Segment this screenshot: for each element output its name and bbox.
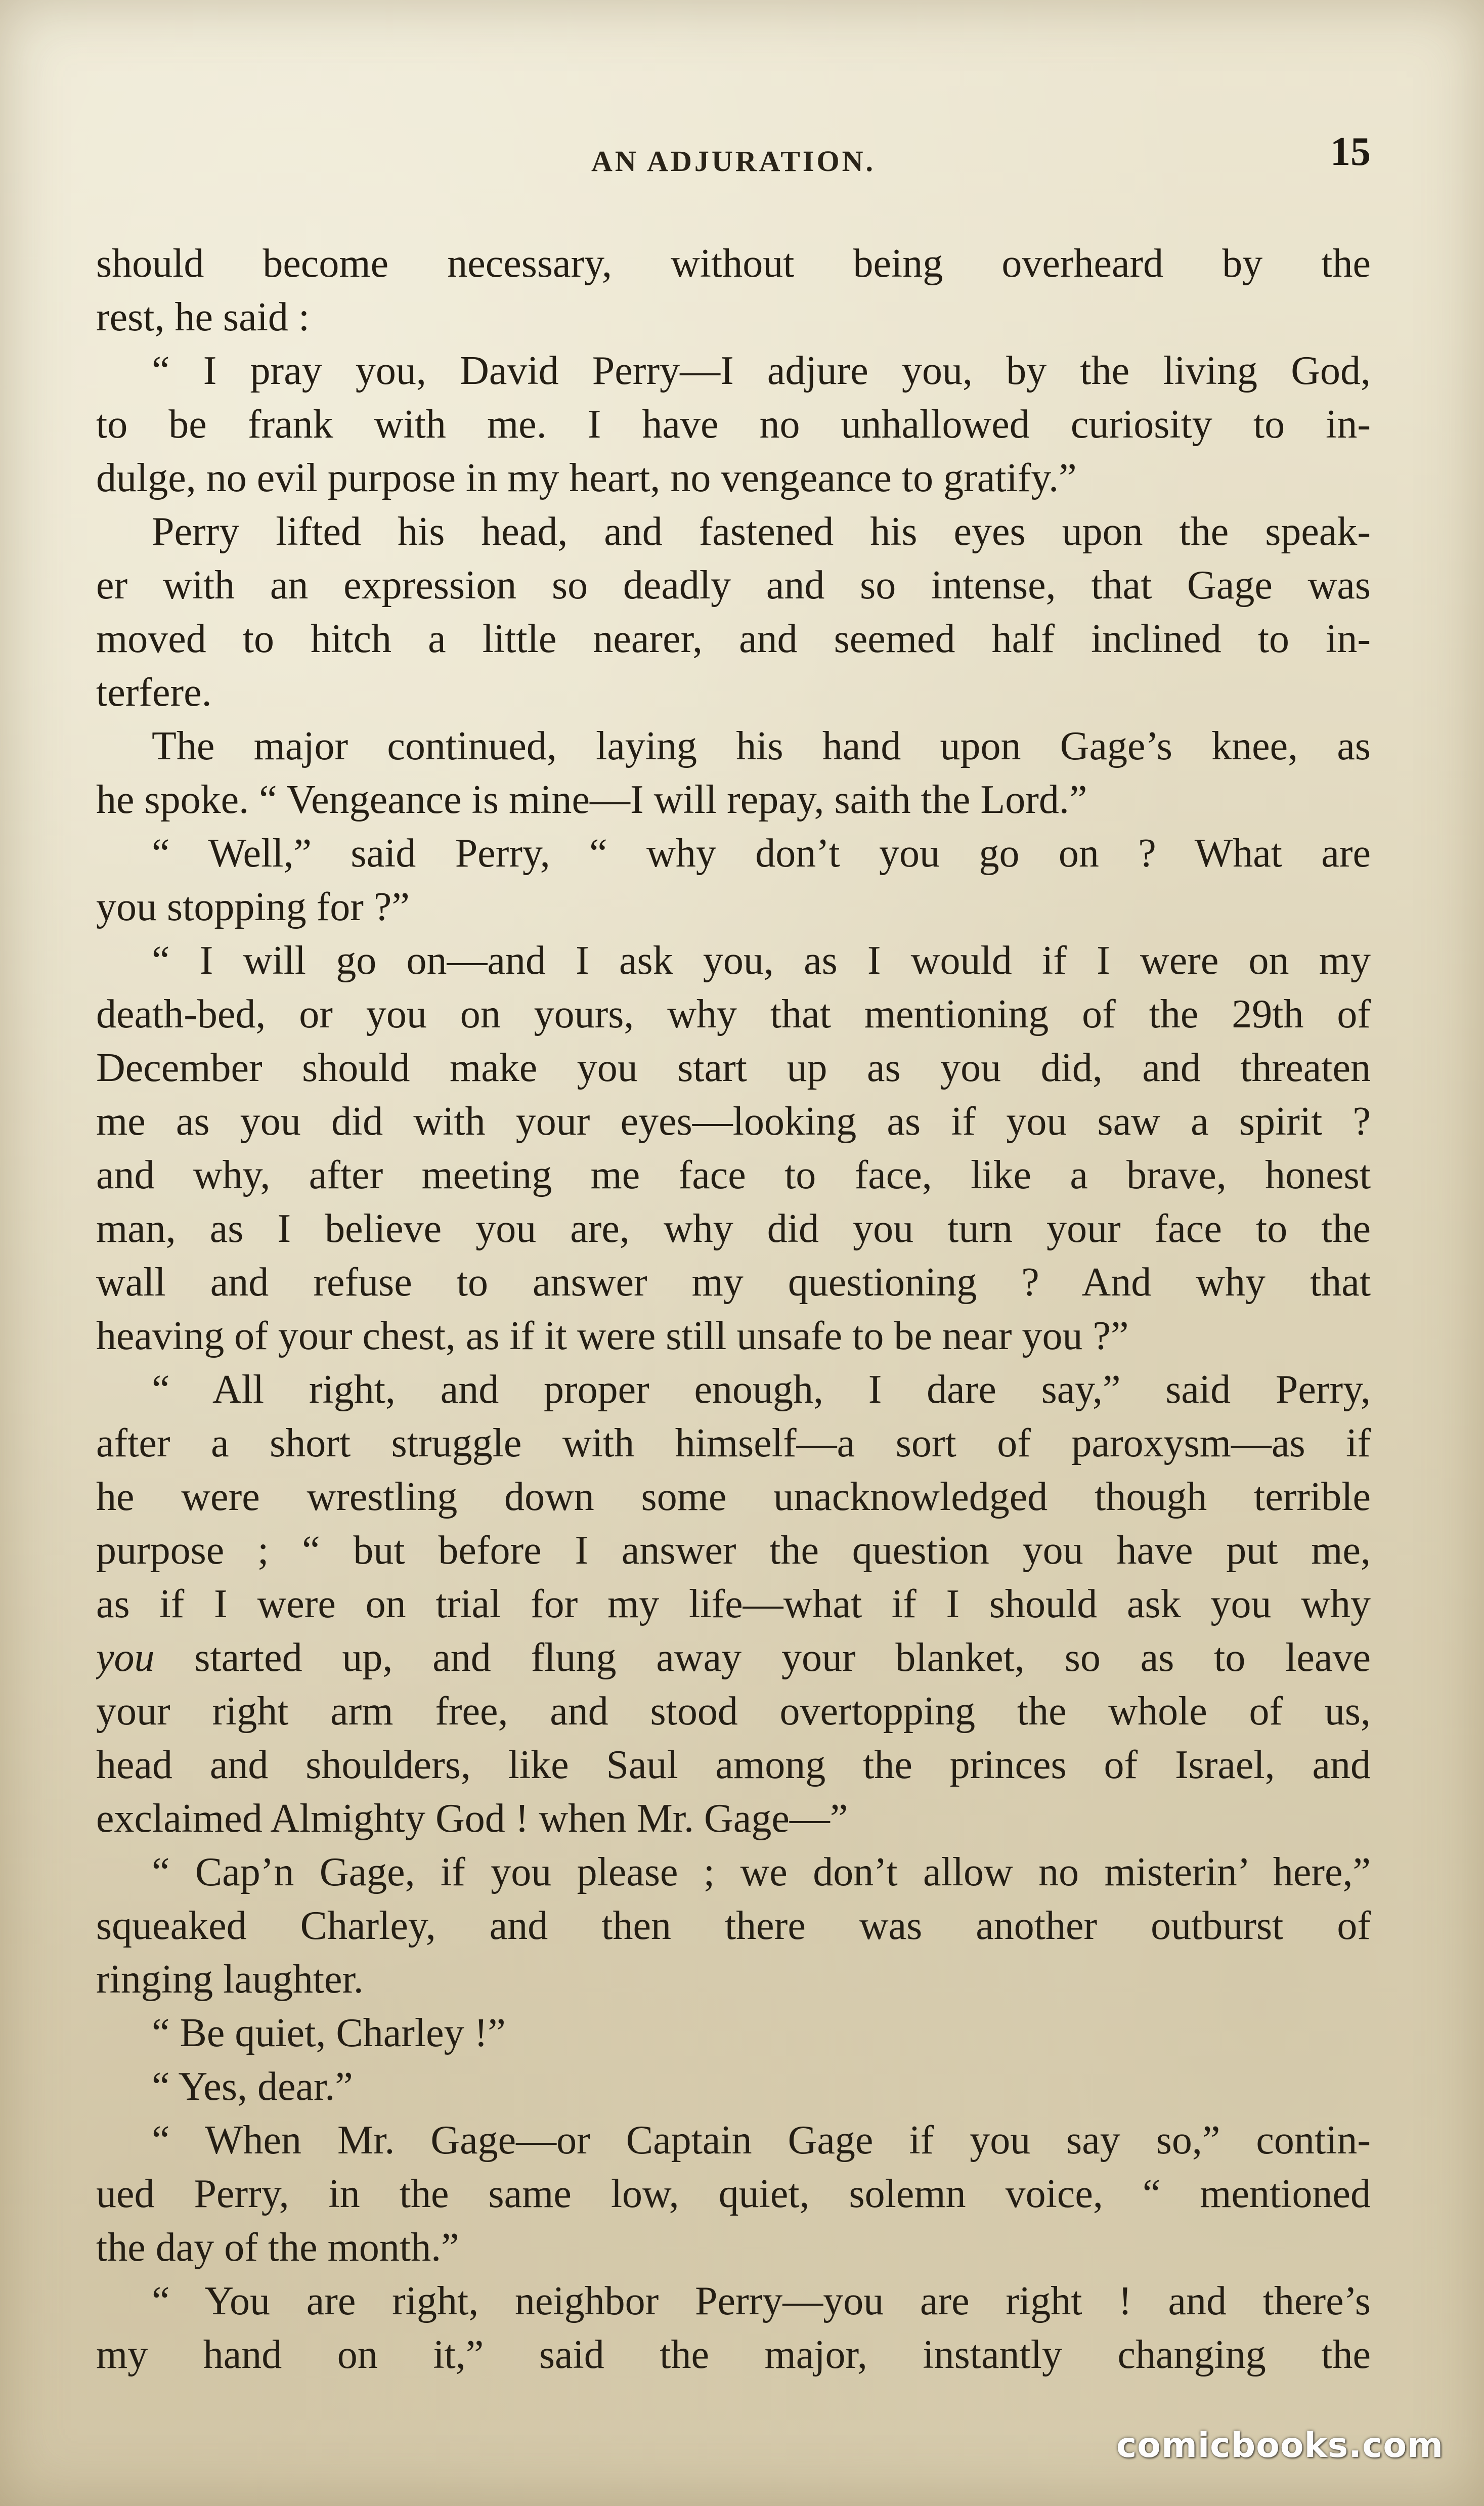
text-line: purpose ; “ but before I answer the question you have put me, bbox=[96, 1528, 1371, 1573]
text-line: you stopping for ?” bbox=[96, 885, 410, 929]
text-line: and why, after meeting me face to face, like a brave, honest bbox=[96, 1153, 1371, 1197]
text-line: squeaked Charley, and then there was another outburst of bbox=[96, 1904, 1371, 1948]
text-line: “ I will go on—and I ask you, as I would if I were on my bbox=[152, 938, 1371, 983]
text-line: rest, he said : bbox=[96, 295, 310, 339]
text-line: as if I were on trial for my life—what if I should ask you why bbox=[96, 1582, 1371, 1626]
text-line: death-bed, or you on yours, why that mentioning of the 29th of bbox=[96, 992, 1371, 1036]
text-line: my hand on it,” said the major, instantly changing the bbox=[96, 2332, 1371, 2377]
running-head: AN ADJURATION. bbox=[591, 145, 876, 178]
text-line: to be frank with me. I have no unhallowed curiosity to in- bbox=[96, 402, 1371, 447]
text-line: should become necessary, without being overheard by the bbox=[96, 241, 1371, 286]
text-line: “ Be quiet, Charley !” bbox=[152, 2011, 506, 2055]
text-line: er with an expression so deadly and so intense, that Gage was bbox=[96, 563, 1371, 608]
text-line: after a short struggle with himself—a sort of paroxysm—as if bbox=[96, 1421, 1371, 1465]
text-line: your right arm free, and stood overtopping the whole of us, bbox=[96, 1689, 1371, 1734]
text-line: The major continued, laying his hand upon Gage’s knee, as bbox=[152, 724, 1371, 768]
text-line: wall and refuse to answer my questioning ? And why that bbox=[96, 1260, 1371, 1305]
text-line: heaving of your chest, as if it were still unsafe to be near you ?” bbox=[96, 1314, 1129, 1358]
text-line: December should make you start up as you did, and threaten bbox=[96, 1046, 1371, 1090]
page-number: 15 bbox=[1330, 129, 1371, 174]
text-line: you started up, and flung away your blanket, so as to leave bbox=[96, 1635, 1371, 1680]
text-line: “ I pray you, David Perry—I adjure you, by the living God, bbox=[152, 349, 1371, 393]
text-line: head and shoulders, like Saul among the princes of Israel, and bbox=[96, 1743, 1371, 1787]
watermark: comicbooks.com bbox=[1116, 2426, 1444, 2466]
text-line: “ Well,” said Perry, “ why don’t you go on ? What are bbox=[152, 831, 1371, 876]
text-line: moved to hitch a little nearer, and seemed half inclined to in- bbox=[96, 617, 1371, 661]
text-line: me as you did with your eyes—looking as if you saw a spirit ? bbox=[96, 1099, 1371, 1144]
body-text bbox=[96, 237, 1371, 2382]
text-line: the day of the month.” bbox=[96, 2225, 459, 2270]
text-line: exclaimed Almighty God ! when Mr. Gage—” bbox=[96, 1796, 848, 1841]
text-line: “ All right, and proper enough, I dare say,” said Perry, bbox=[152, 1367, 1371, 1412]
text-line: “ Cap’n Gage, if you please ; we don’t allow no misterin’ here,” bbox=[152, 1850, 1371, 1894]
text-line: man, as I believe you are, why did you turn your face to the bbox=[96, 1206, 1371, 1251]
text-line: Perry lifted his head, and fastened his eyes upon the speak- bbox=[152, 509, 1371, 554]
text-line: terfere. bbox=[96, 670, 212, 715]
text-line: ued Perry, in the same low, quiet, solemn voice, “ mentioned bbox=[96, 2172, 1371, 2216]
text-line: “ Yes, dear.” bbox=[152, 2064, 353, 2109]
text-line: “ When Mr. Gage—or Captain Gage if you say so,” contin- bbox=[152, 2118, 1371, 2163]
text-line: dulge, no evil purpose in my heart, no vengeance to gratify.” bbox=[96, 456, 1077, 500]
text-line: ringing laughter. bbox=[96, 1957, 364, 2002]
text-line: “ You are right, neighbor Perry—you are right ! and there’s bbox=[152, 2279, 1371, 2323]
page-header bbox=[96, 129, 1371, 185]
emphasis: you bbox=[96, 1635, 155, 1680]
text-line: he were wrestling down some unacknowledged though terrible bbox=[96, 1475, 1371, 1519]
text-line: he spoke. “ Vengeance is mine—I will repay, saith the Lord.” bbox=[96, 777, 1087, 822]
